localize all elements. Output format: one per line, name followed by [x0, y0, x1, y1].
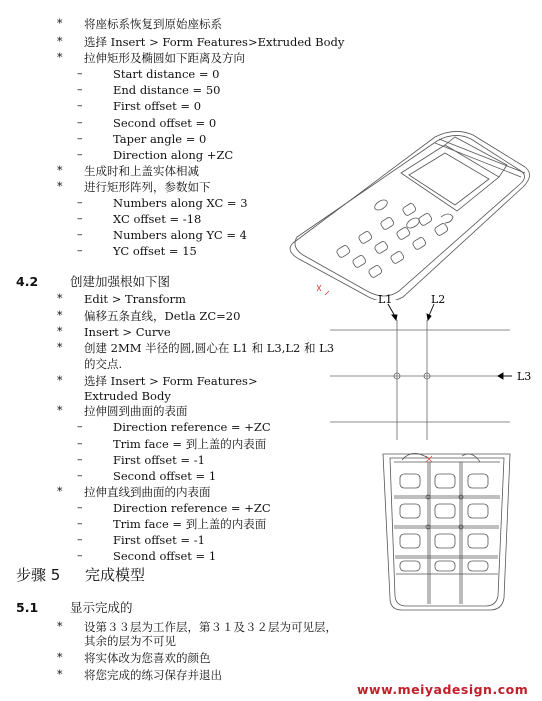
dash-marker: – — [77, 549, 83, 562]
list-item: XC offset = -18 — [113, 212, 202, 226]
phone-inside-ribs-figure — [380, 446, 515, 616]
bullet-marker: * — [57, 651, 63, 664]
phone-wireframe-figure — [285, 125, 540, 300]
dash-marker: – — [77, 244, 83, 257]
list-item: 拉伸圆到曲面的表面 — [84, 404, 188, 418]
list-item-continuation: Extruded Body — [84, 389, 171, 403]
list-item-continuation: 的交点. — [84, 357, 123, 371]
list-item: 选择 Insert > Form Features>Extruded Body — [84, 35, 345, 49]
construction-lines-figure — [330, 290, 542, 445]
bullet-marker: * — [57, 404, 63, 417]
dash-marker: – — [77, 533, 83, 546]
list-item: Trim face = 到上盖的内表面 — [113, 517, 267, 531]
list-item: Direction along +ZC — [113, 148, 234, 162]
list-item-continuation: 其余的层为不可见 — [84, 634, 176, 648]
bullet-marker: * — [57, 164, 63, 177]
list-item: 拉伸直线到曲面的内表面 — [84, 485, 211, 499]
list-item: 偏移五条直线，Detla ZC=20 — [84, 309, 241, 323]
list-item: 将座标系恢复到原始座标系 — [84, 17, 222, 31]
axis-triad-icon — [426, 456, 432, 462]
bullet-marker: * — [57, 341, 63, 354]
list-item: First offset = -1 — [113, 453, 205, 467]
list-item: Insert > Curve — [84, 325, 171, 339]
list-item: 将您完成的练习保存并退出 — [84, 668, 222, 682]
list-item: 拉伸矩形及椭圆如下距离及方向 — [84, 51, 245, 65]
dash-marker: – — [77, 99, 83, 112]
list-item: First offset = -1 — [113, 533, 205, 547]
dash-marker: – — [77, 437, 83, 450]
step-title: 完成模型 — [85, 566, 146, 584]
dash-marker: – — [77, 83, 83, 96]
list-item: YC offset = 15 — [113, 244, 197, 258]
list-item: Numbers along YC = 4 — [113, 228, 247, 242]
dash-marker: – — [77, 67, 83, 80]
list-item: 将实体改为您喜欢的颜色 — [84, 651, 211, 665]
dash-marker: – — [77, 420, 83, 433]
list-item: Second offset = 1 — [113, 549, 217, 563]
list-item: 进行矩形阵列，参数如下 — [84, 180, 211, 194]
dash-marker: – — [77, 132, 83, 145]
bullet-marker: * — [57, 292, 63, 305]
list-item: Taper angle = 0 — [113, 132, 207, 146]
dash-marker: – — [77, 196, 83, 209]
dash-marker: – — [77, 116, 83, 129]
section-title: 显示完成的 — [70, 600, 133, 615]
watermark-text: www.meiyadesign.com — [357, 682, 529, 697]
keypad-keys — [400, 453, 488, 571]
dash-marker: – — [77, 212, 83, 225]
list-item: 设第３３层为工作层，第３１及３２层为可见层， — [84, 620, 337, 634]
axis-triad-icon — [317, 285, 329, 295]
list-item: 选择 Insert > Form Features> — [84, 374, 258, 388]
dash-marker: – — [77, 501, 83, 514]
bullet-marker: * — [57, 374, 63, 387]
dash-marker: – — [77, 228, 83, 241]
list-item: Direction reference = +ZC — [113, 501, 271, 515]
list-item: Direction reference = +ZC — [113, 420, 271, 434]
bullet-marker: * — [57, 180, 63, 193]
list-item: Second offset = 0 — [113, 116, 217, 130]
dash-marker: – — [77, 453, 83, 466]
list-item: Edit > Transform — [84, 292, 186, 306]
list-item: Numbers along XC = 3 — [113, 196, 248, 210]
list-item: First offset = 0 — [113, 99, 202, 113]
dash-marker: – — [77, 148, 83, 161]
section-number: 5.1 — [16, 600, 39, 615]
bullet-marker: * — [57, 17, 63, 30]
label-l1: L1 — [378, 293, 393, 306]
keypad-keys — [336, 198, 453, 279]
section-title: 创建加强根如下图 — [70, 274, 171, 289]
list-item: End distance = 50 — [113, 83, 221, 97]
bullet-marker: * — [57, 325, 63, 338]
list-item: Trim face = 到上盖的内表面 — [113, 437, 267, 451]
bullet-marker: * — [57, 51, 63, 64]
step-label: 步骤 5 — [16, 566, 61, 584]
bullet-marker: * — [57, 35, 63, 48]
list-item: Start distance = 0 — [113, 67, 220, 81]
list-item: 生成时和上盖实体相减 — [84, 164, 199, 178]
bullet-marker: * — [57, 668, 63, 681]
bullet-marker: * — [57, 309, 63, 322]
list-item: Second offset = 1 — [113, 469, 217, 483]
section-number: 4.2 — [16, 274, 39, 289]
list-item: 创建 2MM 半径的圆,圆心在 L1 和 L3,L2 和 L3 — [84, 341, 335, 355]
bullet-marker: * — [57, 485, 63, 498]
label-l2: L2 — [431, 293, 446, 306]
dash-marker: – — [77, 469, 83, 482]
dash-marker: – — [77, 517, 83, 530]
bullet-marker: * — [57, 620, 63, 633]
label-l3: L3 — [517, 370, 532, 383]
